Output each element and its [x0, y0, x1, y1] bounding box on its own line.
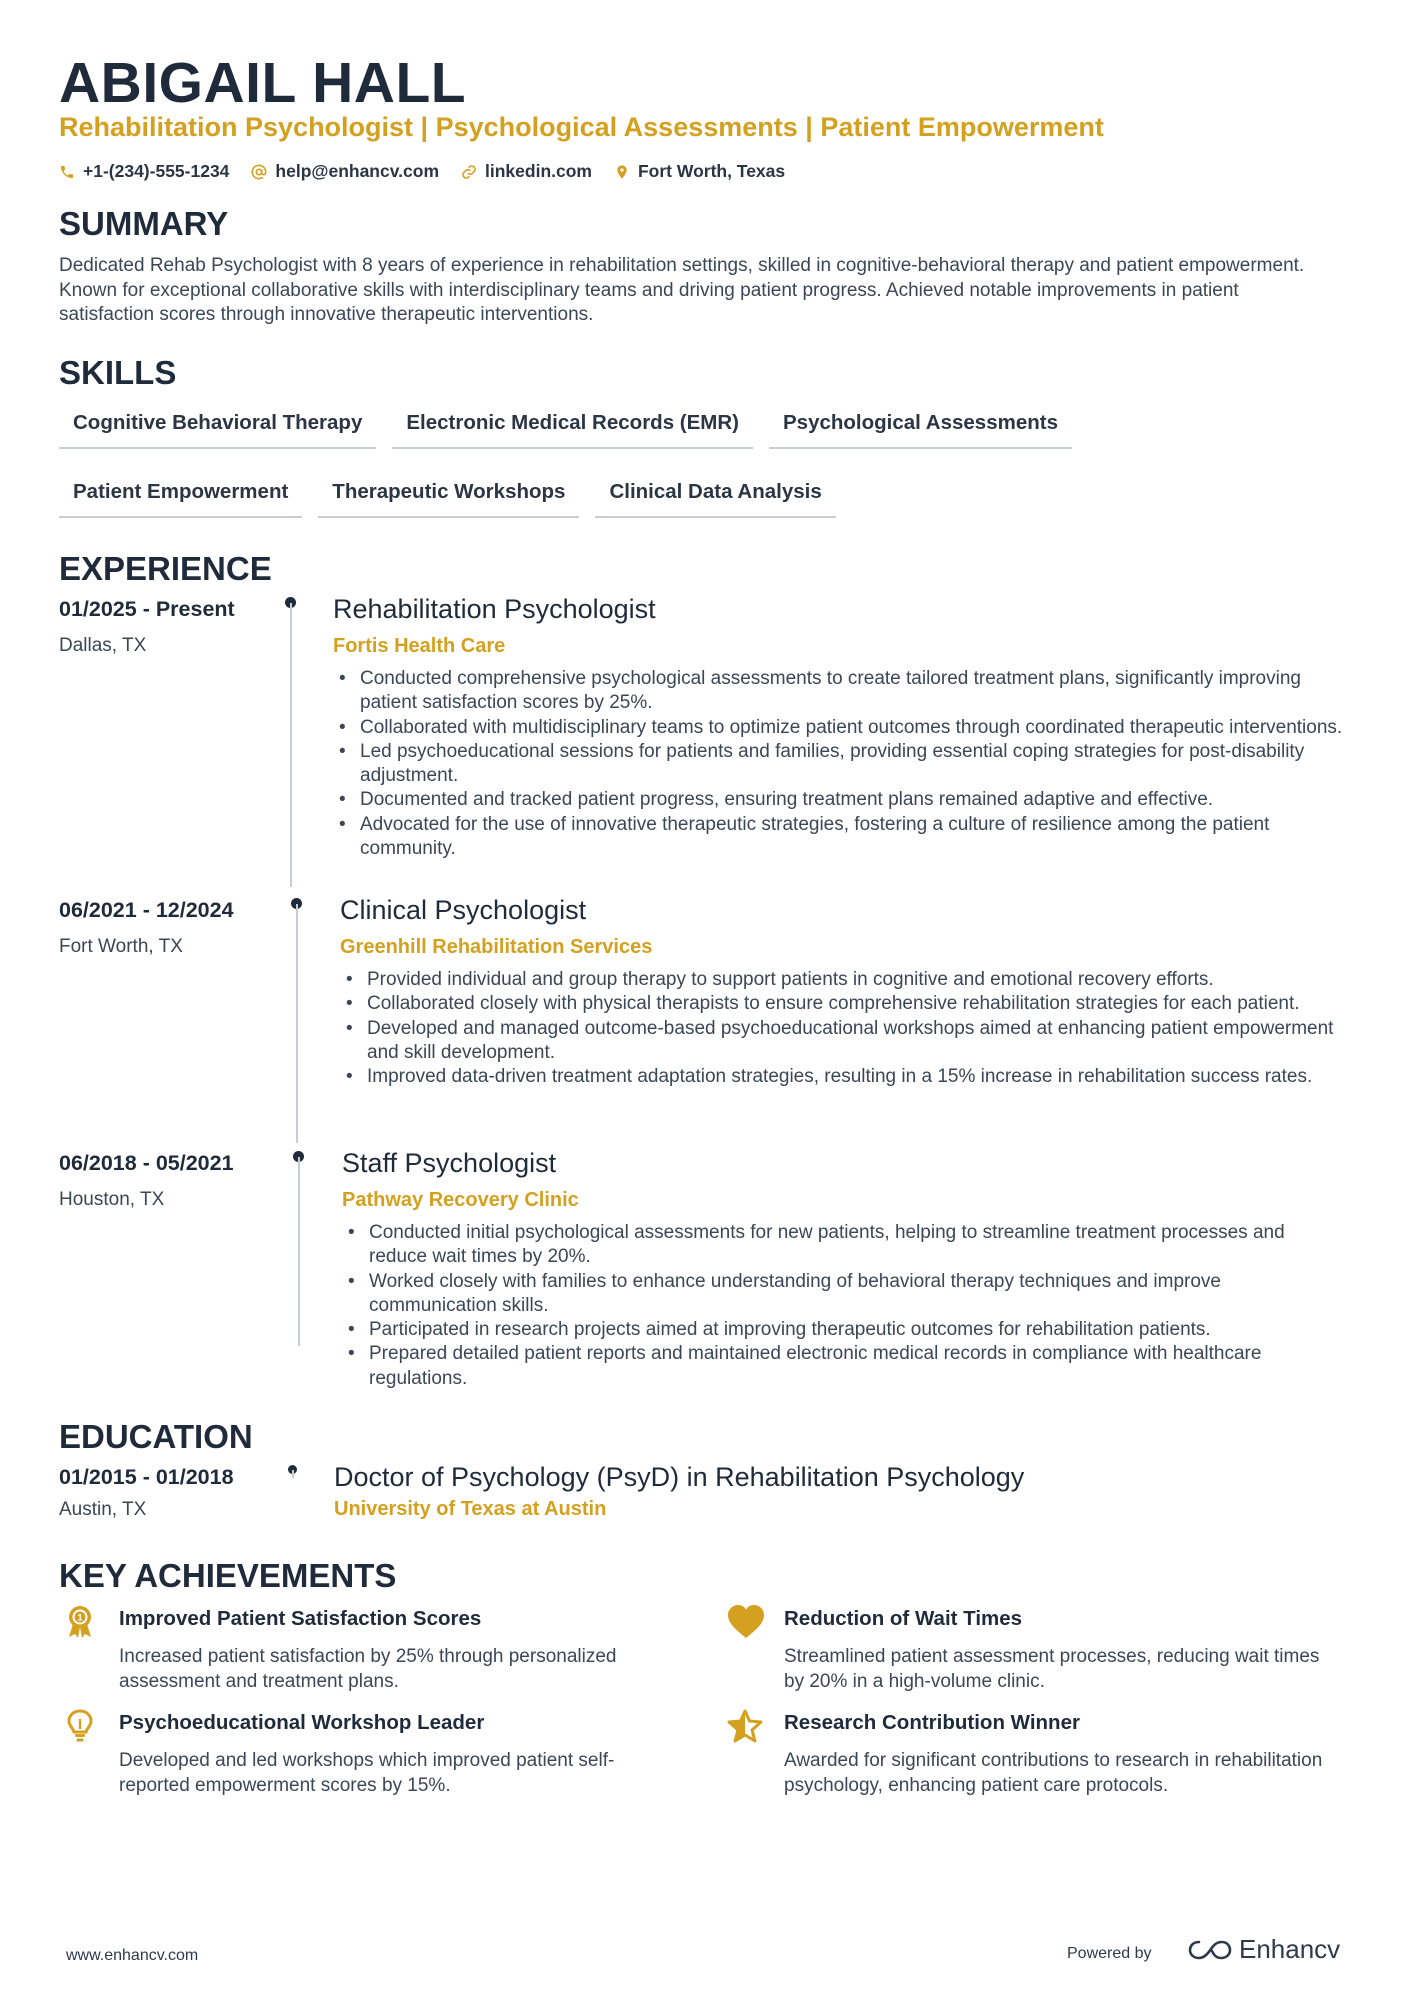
job-dates: 06/2018 - 05/2021	[59, 1151, 234, 1175]
job-dates: 01/2025 - Present	[59, 597, 235, 621]
infinity-logo-icon	[1187, 1938, 1233, 1962]
job-bullet: • Led psychoeducational sessions for patients and families, providing essential coping strategies for post-disability adjustment.	[333, 740, 1343, 789]
job-bullets	[340, 968, 1340, 1089]
job-company: Fortis Health Care	[333, 635, 506, 657]
skill-tag: Patient Empowerment	[59, 474, 302, 518]
job-bullet: • Developed and managed outcome-based psychoeducational workshops aimed at enhancing patient empowerment and skill development.	[340, 1017, 1340, 1066]
timeline-line	[290, 603, 292, 887]
achievement-title: Improved Patient Satisfaction Scores	[119, 1607, 482, 1630]
brand-name: Enhancv	[1239, 1934, 1341, 1964]
lightbulb-icon	[65, 1709, 95, 1743]
timeline-line	[298, 1157, 300, 1346]
award-ribbon-icon	[65, 1605, 95, 1639]
experience-entry	[59, 895, 1359, 1143]
heart-icon	[727, 1605, 765, 1639]
education-location: Austin, TX	[59, 1499, 147, 1520]
phone-icon	[59, 164, 75, 180]
phone-text: +1-(234)-555-1234	[83, 161, 230, 181]
candidate-name: ABIGAIL HALL	[59, 51, 467, 115]
contact-bar	[59, 161, 785, 182]
svg-text:1: 1	[77, 1612, 83, 1623]
job-location: Fort Worth, TX	[59, 936, 183, 957]
job-bullet: • Improved data-driven treatment adaptation strategies, resulting in a 15% increase in rehabilitation success rates.	[340, 1065, 1340, 1089]
job-title: Clinical Psychologist	[340, 895, 587, 925]
skill-tag: Clinical Data Analysis	[595, 474, 835, 518]
job-bullet: • Prepared detailed patient reports and maintained electronic medical records in compliance with healthcare regulations.	[342, 1342, 1347, 1391]
link-icon	[461, 164, 477, 180]
job-bullet: • Documented and tracked patient progress, ensuring treatment plans remained adaptive and effective.	[333, 788, 1343, 812]
skill-tag: Electronic Medical Records (EMR)	[392, 405, 753, 449]
contact-linkedin[interactable]	[461, 161, 592, 182]
skill-tag: Therapeutic Workshops	[318, 474, 579, 518]
achievement-title: Psychoeducational Workshop Leader	[119, 1711, 485, 1734]
job-company: Greenhill Rehabilitation Services	[340, 936, 653, 958]
job-bullet: • Conducted initial psychological assessments for new patients, helping to streamline treatment processes and reduce wait times by 20%.	[342, 1221, 1347, 1270]
linkedin-text: linkedin.com	[485, 161, 592, 181]
experience-entry	[59, 1148, 1359, 1389]
timeline-line	[292, 1470, 294, 1478]
job-bullet: • Collaborated with multidisciplinary teams to optimize patient outcomes through coordinated therapeutic interventions.	[333, 716, 1343, 740]
education-dates: 01/2015 - 01/2018	[59, 1465, 234, 1489]
experience-heading: EXPERIENCE	[59, 550, 272, 587]
location-text: Fort Worth, Texas	[637, 161, 786, 181]
job-bullet: • Conducted comprehensive psychological assessments to create tailored treatment plans, significantly improving patient satisfaction scores by 25%.	[333, 667, 1343, 716]
footer-url[interactable]: www.enhancv.com	[66, 1947, 199, 1964]
skills-row	[59, 405, 1349, 449]
job-dates: 06/2021 - 12/2024	[59, 898, 234, 922]
contact-location	[614, 161, 785, 182]
job-location: Houston, TX	[59, 1189, 165, 1210]
achievement-description: Streamlined patient assessment processes, reducing wait times by 20% in a high-volume clinic.	[784, 1646, 1320, 1692]
achievement-description: Increased patient satisfaction by 25% through personalized assessment and treatment plans.	[119, 1646, 617, 1692]
achievements-heading: KEY ACHIEVEMENTS	[59, 1557, 397, 1594]
achievement-title: Research Contribution Winner	[784, 1711, 1080, 1734]
headline: Rehabilitation Psychologist | Psychological Assessments | Patient Empowerment	[59, 112, 1104, 142]
job-bullet: • Collaborated closely with physical therapists to ensure comprehensive rehabilitation strategies for each patient.	[340, 992, 1340, 1016]
education-entry	[59, 1462, 1359, 1525]
job-bullet: • Worked closely with families to enhance understanding of behavioral therapy techniques and improve communication skills.	[342, 1270, 1347, 1319]
job-company: Pathway Recovery Clinic	[342, 1189, 579, 1211]
star-icon	[727, 1709, 763, 1743]
email-text: help@enhancv.com	[275, 161, 440, 181]
skills-row	[59, 474, 1349, 518]
contact-email[interactable]	[251, 161, 439, 182]
skills-list	[59, 405, 1349, 543]
powered-by-label: Powered by	[1067, 1945, 1152, 1962]
job-bullets	[333, 667, 1343, 861]
job-title: Rehabilitation Psychologist	[333, 594, 656, 624]
education-school: University of Texas at Austin	[334, 1498, 607, 1520]
job-title: Staff Psychologist	[342, 1148, 557, 1178]
skills-heading: SKILLS	[59, 354, 177, 391]
job-bullets	[342, 1221, 1347, 1391]
skill-tag: Cognitive Behavioral Therapy	[59, 405, 376, 449]
summary-heading: SUMMARY	[59, 205, 229, 242]
education-heading: EDUCATION	[59, 1418, 253, 1455]
summary-text: Dedicated Rehab Psychologist with 8 years of experience in rehabilitation settings, skilled in cognitive-behavioral therapy and patient empowerment. Known for exceptional collaborative skills with interdisciplinary teams and driving patient progress. Achieved notable improvements in patient satisfaction scores through innovative therapeutic interventions.	[59, 255, 1305, 325]
achievement-title: Reduction of Wait Times	[784, 1607, 1023, 1630]
location-pin-icon	[614, 164, 630, 180]
achievement-description: Developed and led workshops which improved patient self-reported empowerment scores by 15%.	[119, 1750, 615, 1796]
job-location: Dallas, TX	[59, 635, 147, 656]
at-sign-icon	[251, 164, 267, 180]
achievement-description: Awarded for significant contributions to research in rehabilitation psychology, enhancing patient care protocols.	[784, 1750, 1323, 1796]
job-bullet: • Advocated for the use of innovative therapeutic strategies, fostering a culture of resilience among the patient community.	[333, 813, 1343, 862]
skill-tag: Psychological Assessments	[769, 405, 1072, 449]
experience-entry	[59, 594, 1359, 887]
timeline-line	[296, 904, 298, 1143]
contact-phone[interactable]	[59, 161, 229, 182]
brand-logo[interactable]	[1187, 1934, 1340, 1965]
job-bullet: • Provided individual and group therapy to support patients in cognitive and emotional recovery efforts.	[340, 968, 1340, 992]
education-degree: Doctor of Psychology (PsyD) in Rehabilitation Psychology	[334, 1462, 1025, 1492]
job-bullet: • Participated in research projects aimed at improving therapeutic outcomes for rehabilitation patients.	[342, 1318, 1347, 1342]
